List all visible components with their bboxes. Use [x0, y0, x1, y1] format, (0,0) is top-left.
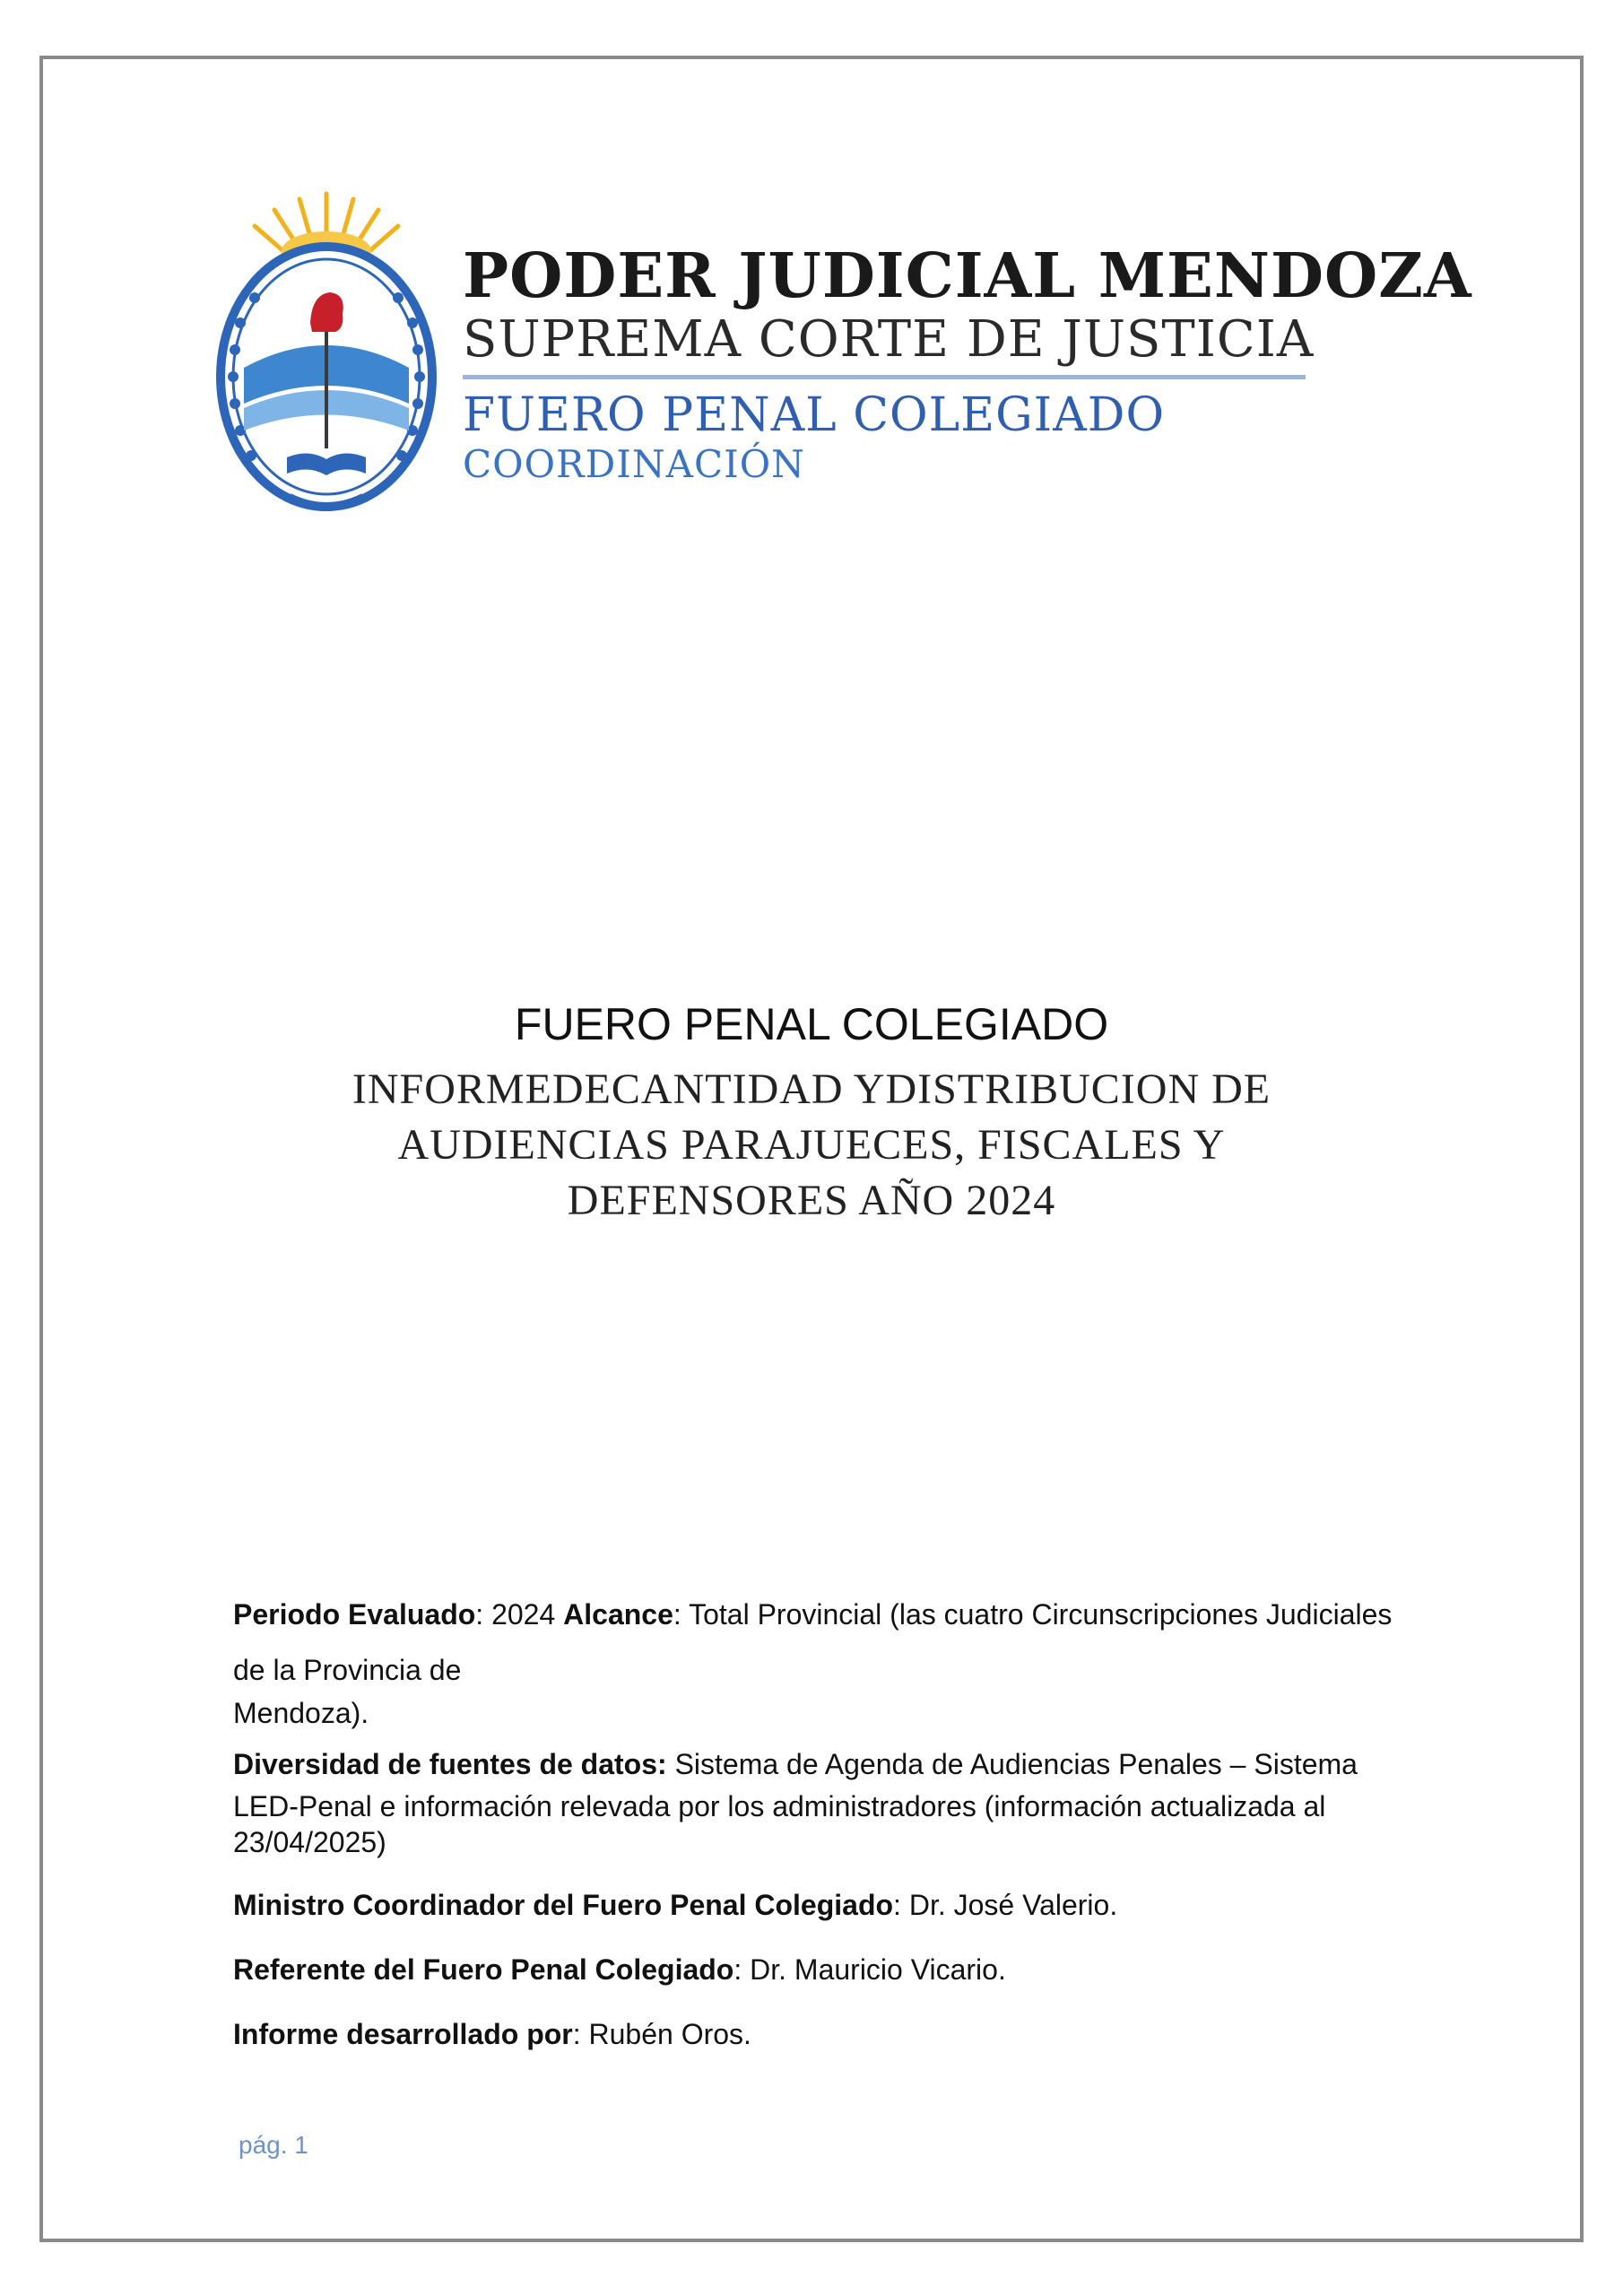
- page-number: pág. 1: [239, 2131, 308, 2159]
- informe-label: Informe desarrollado por: [233, 2018, 573, 2050]
- alcance-cont-line2: Mendoza).: [233, 1697, 369, 1729]
- periodo-label: Periodo Evaluado: [233, 1598, 476, 1631]
- alcance-value: : Total Provincial (las cuatro Circunscripciones Judiciales: [673, 1598, 1393, 1631]
- diversidad-cont-line2: 23/04/2025): [233, 1826, 386, 1858]
- institution-header: [463, 240, 1472, 487]
- ministro-label: Ministro Coordinador del Fuero Penal Colegiado: [233, 1889, 894, 1921]
- coat-of-arms-seal-icon: [212, 188, 441, 520]
- informe-paragraph: [233, 2014, 1435, 2054]
- alcance-label: Alcance: [563, 1598, 673, 1631]
- ministro-value: : Dr. José Valerio.: [893, 1889, 1118, 1921]
- court-name: SUPREMA CORTE DE JUSTICIA: [463, 310, 1315, 369]
- header-divider: [463, 375, 1306, 379]
- referente-value: : Dr. Mauricio Vicario.: [733, 1953, 1006, 1986]
- title-sub-line3: DEFENSORES AÑO 2024: [567, 1177, 1056, 1224]
- document-title: [179, 996, 1444, 1229]
- periodo-value: : 2024: [475, 1598, 564, 1631]
- referente-paragraph: [233, 1950, 1435, 1989]
- diversidad-value: Sistema de Agenda de Audiencias Penales – Sistema: [666, 1748, 1358, 1780]
- title-sub-line2: AUDIENCIAS PARAJUECES, FISCALES Y: [397, 1121, 1226, 1169]
- informe-value: : Rubén Oros.: [572, 2018, 751, 2050]
- title-sub-line1: INFORMEDECANTIDAD YDISTRIBUCION DE: [352, 1065, 1271, 1113]
- header-logo: [212, 188, 1472, 520]
- referente-label: Referente del Fuero Penal Colegiado: [233, 1953, 734, 1986]
- institution-name: PODER JUDICIAL MENDOZA: [463, 240, 1472, 312]
- diversidad-paragraph: [233, 1740, 1435, 1860]
- diversidad-cont-line1: LED-Penal e información relevada por los administradores (información actualizada al: [233, 1790, 1326, 1822]
- alcance-continuation: [233, 1648, 1435, 1735]
- department-name: FUERO PENAL COLEGIADO: [463, 388, 1166, 442]
- department-unit: COORDINACIÓN: [463, 442, 805, 486]
- alcance-cont-line1: de la Provincia de: [233, 1654, 462, 1686]
- report-details: [233, 1589, 1435, 2054]
- ministro-paragraph: [233, 1885, 1435, 1925]
- periodo-alcance-paragraph: [233, 1589, 1435, 1639]
- diversidad-label: Diversidad de fuentes de datos:: [233, 1748, 667, 1780]
- title-main: FUERO PENAL COLEGIADO: [514, 999, 1109, 1049]
